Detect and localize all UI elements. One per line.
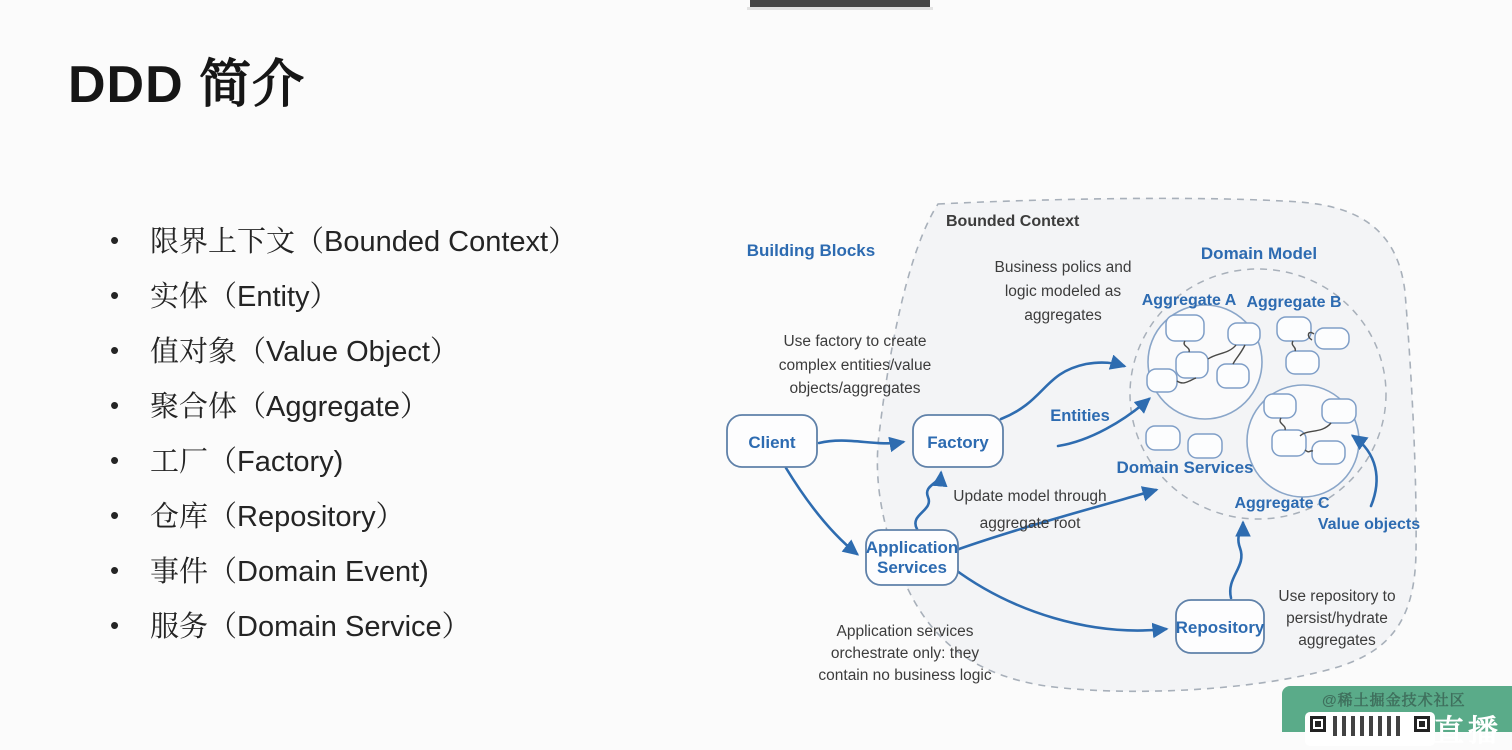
value-objects-label: Value objects xyxy=(1317,516,1421,533)
note-business-line2: logic modeled as xyxy=(1004,283,1122,300)
building-blocks-label: Building Blocks xyxy=(746,241,876,260)
bullet-icon: • xyxy=(110,554,120,585)
list-item-label: 值对象（Value Object） xyxy=(150,336,459,368)
bullet-icon: • xyxy=(110,444,120,475)
qr-finder-icon xyxy=(1414,716,1430,732)
note-business-line3: aggregates xyxy=(1024,307,1102,324)
aggregate-c-label: Aggregate C xyxy=(1234,495,1330,512)
note-update-line1: Update model through xyxy=(953,488,1107,505)
note-repository-line3: aggregates xyxy=(1298,632,1376,649)
note-appservices-line1: Application services xyxy=(836,623,974,640)
list-item-label: 聚合体（Aggregate） xyxy=(150,391,429,423)
arrow-client-appservices xyxy=(786,468,857,554)
list-item xyxy=(110,212,577,267)
note-factory-line2: complex entities/value xyxy=(778,357,932,374)
aggregate-a-label: Aggregate A xyxy=(1141,292,1237,309)
repository-label: Repository xyxy=(1175,618,1265,637)
qr-pattern xyxy=(1333,716,1405,736)
entities-label: Entities xyxy=(1050,407,1110,425)
factory-label: Factory xyxy=(927,433,989,452)
bullet-icon: • xyxy=(110,279,120,310)
domain-services-label: Domain Services xyxy=(1116,458,1254,477)
browser-tab-bar-shadow xyxy=(747,7,933,10)
note-appservices-line3: contain no business logic xyxy=(818,667,992,684)
note-repository-line2: persist/hydrate xyxy=(1286,610,1388,627)
list-item xyxy=(110,597,577,652)
list-item-label: 服务（Domain Service） xyxy=(150,611,471,643)
browser-tab-bar-artifact xyxy=(750,0,930,7)
aggregate-b-label: Aggregate B xyxy=(1246,294,1342,311)
client-label: Client xyxy=(748,433,796,452)
list-item xyxy=(110,322,577,377)
qr-code xyxy=(1305,712,1435,746)
bullet-icon: • xyxy=(110,609,120,640)
bounded-context-label: Bounded Context xyxy=(946,213,1080,230)
ddd-building-blocks-diagram xyxy=(700,185,1460,727)
list-item xyxy=(110,267,577,322)
juejin-watermark xyxy=(1282,686,1512,748)
note-appservices-line2: orchestrate only: they xyxy=(830,645,980,662)
note-factory-line1: Use factory to create xyxy=(783,333,927,350)
qr-finder-icon xyxy=(1310,716,1326,732)
note-factory-line3: objects/aggregates xyxy=(789,380,921,397)
application-services-label-line1: Application xyxy=(865,538,959,557)
note-repository-line1: Use repository to xyxy=(1278,588,1396,605)
ddd-concept-list xyxy=(110,212,577,652)
bullet-icon: • xyxy=(110,499,120,530)
list-item xyxy=(110,542,577,597)
note-update-line2: aggregate root xyxy=(979,515,1081,532)
list-item-label: 仓库（Repository） xyxy=(150,501,405,533)
slide-title: DDD 简介 xyxy=(68,56,306,114)
note-business-line1: Business polics and xyxy=(994,259,1132,276)
list-item-label: 实体（Entity） xyxy=(150,281,339,313)
bullet-icon: • xyxy=(110,224,120,255)
list-item-label: 事件（Domain Event) xyxy=(150,556,429,588)
list-item xyxy=(110,377,577,432)
list-item-label: 工厂（Factory) xyxy=(150,446,344,478)
domain-model-label: Domain Model xyxy=(1200,244,1318,263)
list-item-label: 限界上下文（Bounded Context） xyxy=(150,226,578,258)
bullet-icon: • xyxy=(110,334,120,365)
bullet-icon: • xyxy=(110,389,120,420)
watermark-cta-label: 直播 xyxy=(1434,715,1502,748)
list-item xyxy=(110,432,577,487)
list-item xyxy=(110,487,577,542)
watermark-community-label: @稀土掘金技术社区 xyxy=(1322,692,1466,709)
application-services-label-line2: Services xyxy=(877,558,947,577)
